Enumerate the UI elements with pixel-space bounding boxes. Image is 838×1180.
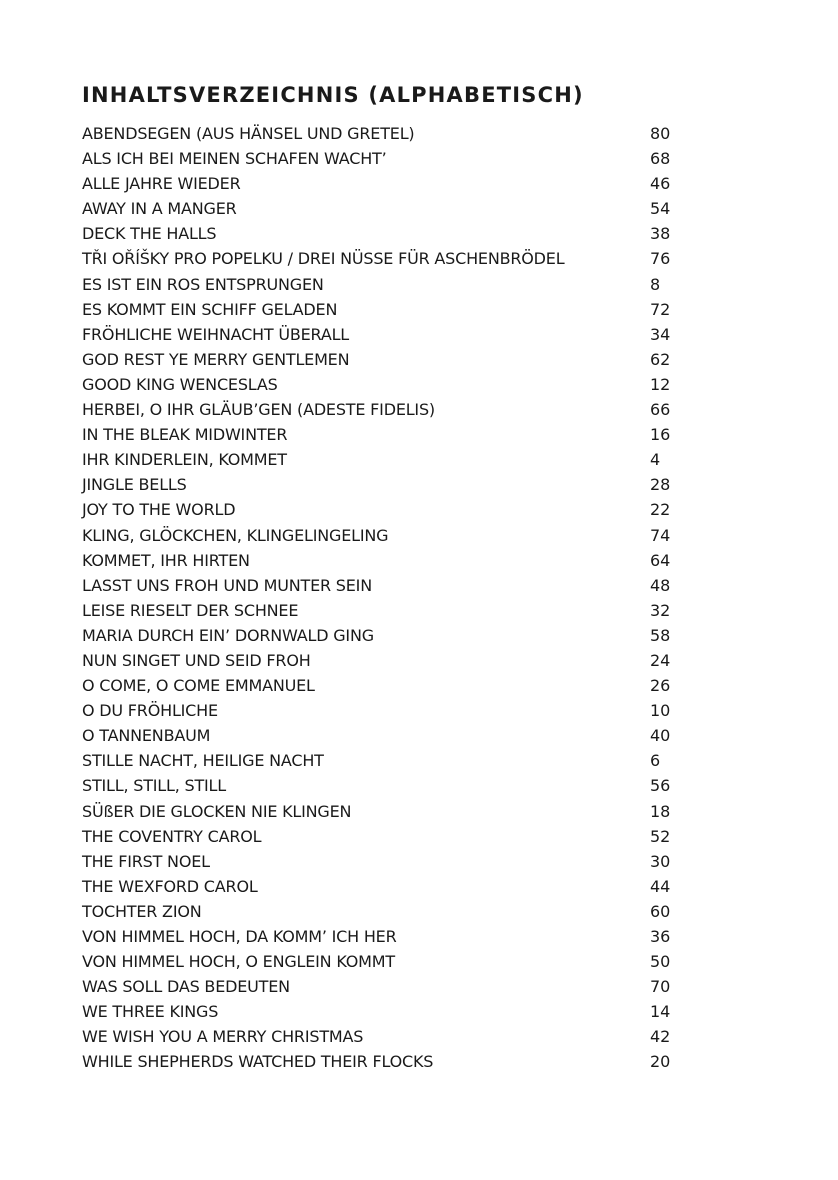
toc-entry-page-number: 20 [650, 1052, 671, 1072]
toc-entry-page-number: 26 [650, 676, 671, 696]
toc-entry [82, 171, 682, 196]
toc-entry-page-number: 62 [650, 349, 671, 369]
toc-entry-title: HERBEI, O IHR GLÄUB’GEN (ADESTE FIDELIS) [82, 400, 435, 420]
toc-entry-title: WE THREE KINGS [82, 1002, 219, 1022]
toc-entry [82, 246, 682, 271]
toc-entry [82, 698, 682, 723]
toc-entry [82, 372, 682, 397]
toc-entry [82, 824, 682, 849]
toc-entry-page-number: 48 [650, 575, 671, 595]
toc-entry [82, 874, 682, 899]
toc-entry-title: THE COVENTRY CAROL [82, 826, 262, 846]
toc-entry-title: TOCHTER ZION [82, 901, 202, 921]
toc-entry [82, 999, 682, 1024]
toc-entry-page-number: 76 [650, 249, 671, 269]
toc-entry-title: GOOD KING WENCESLAS [82, 374, 278, 394]
toc-entry [82, 673, 682, 698]
toc-entry-page-number: 44 [650, 876, 671, 896]
toc-entry-page-number: 16 [650, 425, 671, 445]
toc-entry-title: KOMMET, IHR HIRTEN [82, 550, 250, 570]
toc-entry [82, 472, 682, 497]
toc-entry-title: O TANNENBAUM [82, 726, 211, 746]
toc-entry-page-number: 68 [650, 149, 671, 169]
toc-entry [82, 623, 682, 648]
toc-entry [82, 347, 682, 372]
toc-entry-page-number: 74 [650, 525, 671, 545]
toc-entry-page-number: 10 [650, 701, 671, 721]
toc-entry [82, 397, 682, 422]
toc-entry-page-number: 24 [650, 650, 671, 670]
toc-entry [82, 548, 682, 573]
toc-entry-title: WHILE SHEPHERDS WATCHED THEIR FLOCKS [82, 1052, 434, 1072]
toc-entry-title: NUN SINGET UND SEID FROH [82, 650, 311, 670]
toc-entry-title: GOD REST YE MERRY GENTLEMEN [82, 349, 350, 369]
toc-entry-title: LASST UNS FROH UND MUNTER SEIN [82, 575, 372, 595]
toc-entry [82, 146, 682, 171]
toc-entry-title: KLING, GLÖCKCHEN, KLINGELINGELING [82, 525, 389, 545]
toc-entry-page-number: 72 [650, 299, 671, 319]
toc-entry [82, 422, 682, 447]
toc-entry-page-number: 40 [650, 726, 671, 746]
toc-entry-page-number: 14 [650, 1002, 671, 1022]
toc-entry [82, 573, 682, 598]
toc-entry [82, 949, 682, 974]
toc-entry-title: JINGLE BELLS [82, 475, 187, 495]
toc-entry-page-number: 18 [650, 801, 671, 821]
toc-entry-page-number: 70 [650, 977, 671, 997]
toc-entry [82, 497, 682, 522]
toc-entry-title: THE FIRST NOEL [82, 851, 210, 871]
toc-entry-title: TŘI OŘÍŠKY PRO POPELKU / DREI NÜSSE FÜR ASCHENBRÖDEL [82, 249, 565, 269]
toc-entry-page-number: 60 [650, 901, 671, 921]
toc-entry [82, 1049, 682, 1074]
toc-entry-title: AWAY IN A MANGER [82, 199, 237, 219]
toc-entry [82, 196, 682, 221]
toc-entry-title: ABENDSEGEN (AUS HÄNSEL UND GRETEL) [82, 124, 415, 143]
toc-entry-title: SÜßER DIE GLOCKEN NIE KLINGEN [82, 801, 352, 821]
toc-entry-page-number: 66 [650, 400, 671, 420]
toc-entry-title: IN THE BLEAK MIDWINTER [82, 425, 288, 445]
toc-entry-title: ES IST EIN ROS ENTSPRUNGEN [82, 274, 324, 294]
toc-entry-page-number: 30 [650, 851, 671, 871]
toc-entry-page-number: 22 [650, 500, 671, 520]
toc-entry [82, 648, 682, 673]
toc-entry-title: VON HIMMEL HOCH, DA KOMM’ ICH HER [82, 927, 397, 946]
toc-entry-title: WAS SOLL DAS BEDEUTEN [82, 977, 290, 997]
toc-entry-page-number: 28 [650, 475, 671, 495]
toc-entry-page-number: 12 [650, 374, 671, 394]
toc-entry-title: MARIA DURCH EIN’ DORNWALD GING [82, 625, 374, 645]
toc-entry-page-number: 8 [650, 274, 661, 294]
toc-entry [82, 799, 682, 824]
toc-entry [82, 523, 682, 548]
toc-entry-title: STILLE NACHT, HEILIGE NACHT [82, 751, 324, 771]
toc-entry-page-number: 64 [650, 550, 671, 570]
toc-entry-title: ES KOMMT EIN SCHIFF GELADEN [82, 299, 338, 319]
toc-entry [82, 773, 682, 798]
toc-entry [82, 297, 682, 322]
toc-entry-page-number: 32 [650, 600, 671, 620]
toc-entry-page-number: 56 [650, 776, 671, 796]
toc-entry-title: ALLE JAHRE WIEDER [82, 174, 241, 194]
toc-entry-title: THE WEXFORD CAROL [82, 876, 258, 896]
toc-entry-page-number: 80 [650, 124, 671, 143]
toc-entry-title: DECK THE HALLS [82, 224, 217, 244]
table-of-contents [82, 121, 682, 1075]
toc-entry-title: STILL, STILL, STILL [82, 776, 226, 796]
toc-entry [82, 974, 682, 999]
toc-entry-page-number: 6 [650, 751, 661, 771]
toc-entry [82, 221, 682, 246]
toc-entry [82, 849, 682, 874]
toc-entry [82, 899, 682, 924]
toc-entry-title: WE WISH YOU A MERRY CHRISTMAS [82, 1027, 364, 1047]
toc-entry-title: VON HIMMEL HOCH, O ENGLEIN KOMMT [82, 952, 395, 972]
toc-entry-page-number: 54 [650, 199, 671, 219]
toc-entry-title: O COME, O COME EMMANUEL [82, 676, 315, 696]
toc-entry-page-number: 58 [650, 625, 671, 645]
toc-entry [82, 322, 682, 347]
toc-entry [82, 748, 682, 773]
toc-entry-page-number: 46 [650, 174, 671, 194]
toc-entry [82, 121, 682, 146]
toc-entry [82, 723, 682, 748]
toc-entry-title: LEISE RIESELT DER SCHNEE [82, 600, 299, 620]
toc-entry [82, 447, 682, 472]
toc-entry-title: JOY TO THE WORLD [82, 500, 236, 520]
toc-entry-title: O DU FRÖHLICHE [82, 701, 218, 721]
toc-entry [82, 1024, 682, 1049]
toc-entry-page-number: 36 [650, 927, 671, 946]
toc-entry-page-number: 34 [650, 324, 671, 344]
toc-entry-title: ALS ICH BEI MEINEN SCHAFEN WACHT’ [82, 149, 387, 169]
toc-entry-title: IHR KINDERLEIN, KOMMET [82, 450, 287, 470]
toc-entry-page-number: 38 [650, 224, 671, 244]
toc-entry-page-number: 4 [650, 450, 661, 470]
toc-entry-page-number: 52 [650, 826, 671, 846]
toc-entry-title: FRÖHLICHE WEIHNACHT ÜBERALL [82, 324, 349, 344]
toc-entry [82, 272, 682, 297]
toc-entry-page-number: 50 [650, 952, 671, 972]
page-title: INHALTSVERZEICHNIS (ALPHABETISCH) [82, 83, 584, 107]
toc-entry-page-number: 42 [650, 1027, 671, 1047]
toc-entry [82, 924, 682, 949]
toc-entry [82, 598, 682, 623]
